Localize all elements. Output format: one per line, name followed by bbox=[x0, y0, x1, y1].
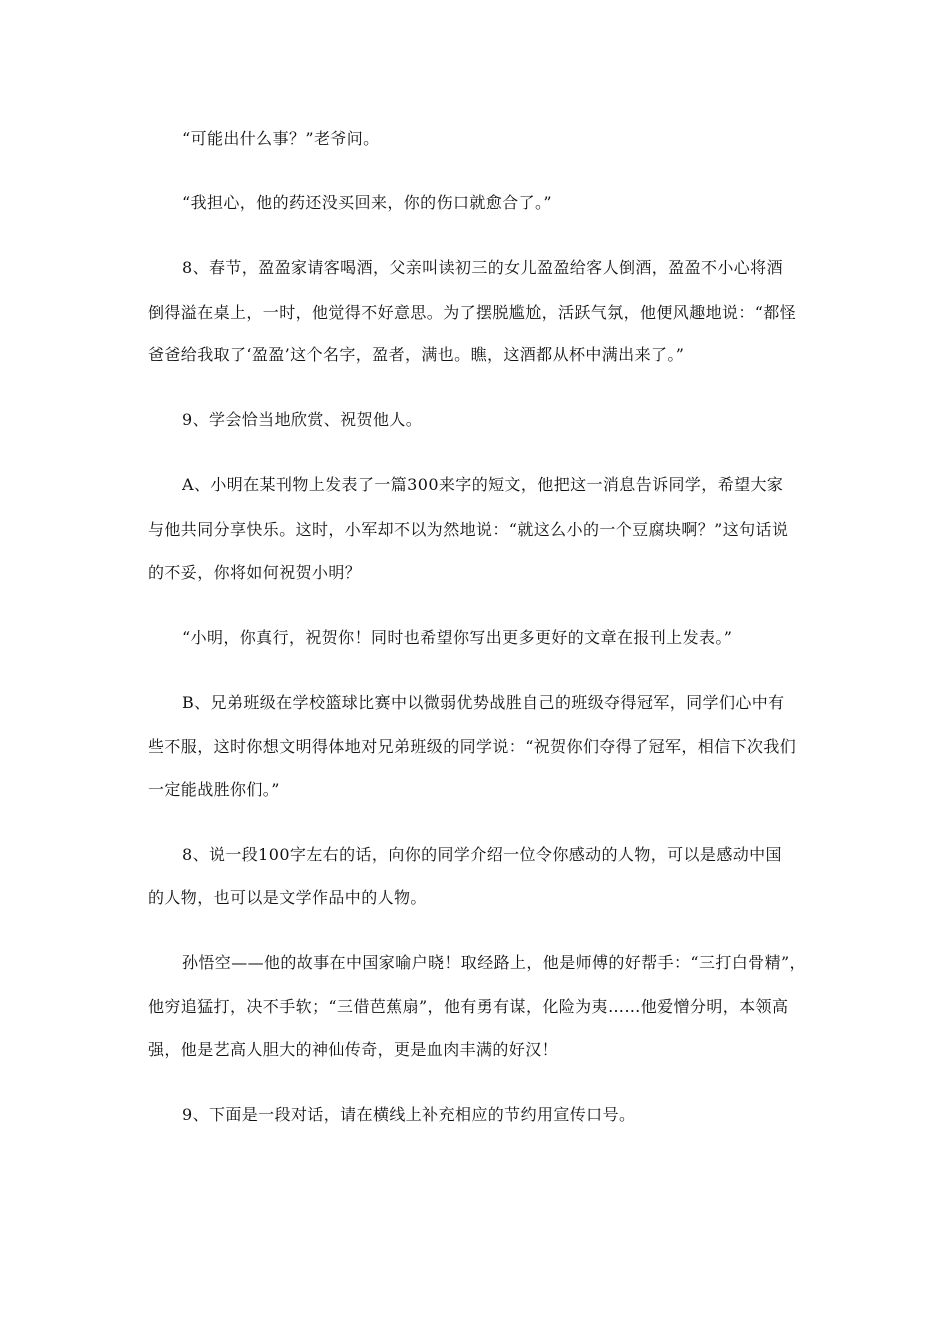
item-8-line-2: 倒得溢在桌上，一时，他觉得不好意思。为了摆脱尴尬，活跃气氛，他便风趣地说：“都怪 bbox=[148, 303, 797, 322]
item-8-line-3: 爸爸给我取了‘盈盈’这个名字，盈者，满也。瞧，这酒都从杯中满出来了。” bbox=[148, 345, 685, 364]
item-9-heading: 9、学会恰当地欣赏、祝贺他人。 bbox=[182, 410, 423, 429]
answer-paragraph-line-3: 强，他是艺高人胆大的神仙传奇，更是血肉丰满的好汉！ bbox=[148, 1040, 559, 1059]
item-9a-answer: “小明，你真行，祝贺你！同时也希望你写出更多更好的文章在报刊上发表。” bbox=[182, 628, 733, 647]
item-9b-line-2: 些不服，这时你想文明得体地对兄弟班级的同学说：“祝贺你们夺得了冠军，相信下次我们 bbox=[148, 737, 797, 756]
item-9a-line-1: A、小明在某刊物上发表了一篇300来字的短文，他把这一消息告诉同学，希望大家 bbox=[182, 475, 784, 494]
item-9b-heading: 9、下面是一段对话，请在横线上补充相应的节约用宣传口号。 bbox=[182, 1105, 636, 1124]
answer-paragraph-line-2: 他穷追猛打，决不手软；“三借芭蕉扇”，他有勇有谋，化险为夷……他爱憎分明，本领高 bbox=[148, 997, 789, 1016]
item-8b-line-2: 的人物，也可以是文学作品中的人物。 bbox=[148, 888, 427, 907]
dialogue-line-1: “可能出什么事？”老爷问。 bbox=[182, 129, 380, 148]
answer-paragraph-line-1: 孙悟空——他的故事在中国家喻户晓！取经路上，他是师傅的好帮手：“三打白骨精”， bbox=[182, 953, 806, 972]
item-9a-line-2: 与他共同分享快乐。这时，小军却不以为然地说：“就这么小的一个豆腐块啊？”这句话说 bbox=[148, 520, 789, 539]
item-9b-line-3: 一定能战胜你们。” bbox=[148, 780, 280, 799]
dialogue-line-2: “我担心，他的药还没买回来，你的伤口就愈合了。” bbox=[182, 193, 552, 212]
item-9b-line-1: B、兄弟班级在学校篮球比赛中以微弱优势战胜自己的班级夺得冠军，同学们心中有 bbox=[182, 693, 785, 712]
item-8-line-1: 8、春节，盈盈家请客喝酒，父亲叫读初三的女儿盈盈给客人倒酒，盈盈不小心将酒 bbox=[182, 258, 783, 277]
item-8b-line-1: 8、说一段100字左右的话，向你的同学介绍一位令你感动的人物，可以是感动中国 bbox=[182, 845, 782, 864]
item-9a-line-3: 的不妥，你将如何祝贺小明？ bbox=[148, 563, 362, 582]
